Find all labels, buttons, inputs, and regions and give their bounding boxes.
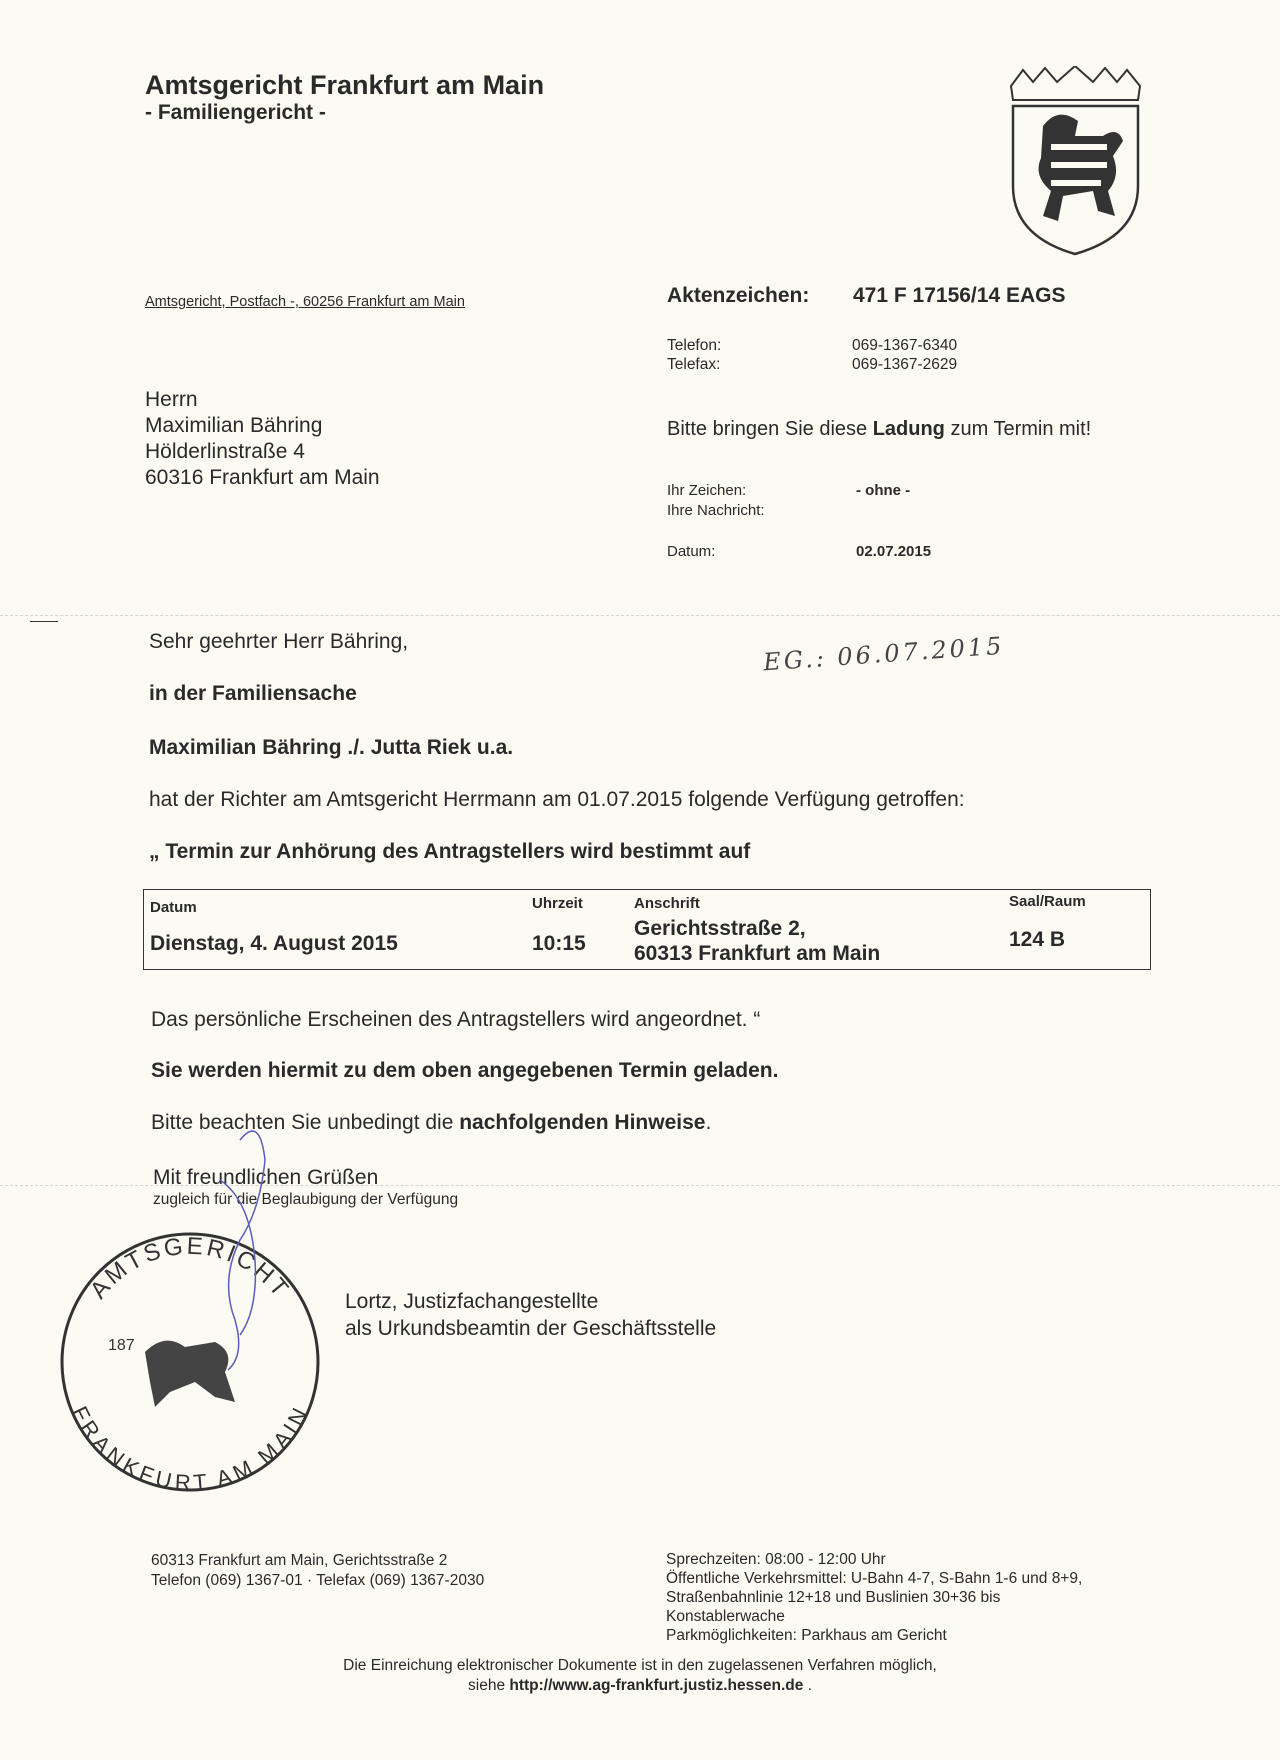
- signature: [180, 1120, 300, 1380]
- footer-phone: Telefon (069) 1367-01 · Telefax (069) 1367-2030: [151, 1572, 485, 1589]
- header-time: Uhrzeit: [532, 895, 583, 912]
- footer-electronic: [0, 1656, 1280, 1696]
- appointment-table: [143, 889, 1151, 970]
- notice-text: zum Termin mit!: [944, 418, 1092, 440]
- notes-bold: nachfolgenden Hinweise: [459, 1111, 706, 1134]
- file-number: 471 F 17156/14 EAGS: [853, 284, 1066, 307]
- bring-notice: [667, 418, 1091, 441]
- svg-text:FRANKFURT AM MAIN: [67, 1402, 313, 1495]
- stamp-text-bottom: FRANKFURT AM MAIN: [67, 1402, 313, 1496]
- date-label: Datum:: [667, 543, 716, 560]
- recipient-city: 60316 Frankfurt am Main: [145, 466, 380, 489]
- greeting: Sehr geehrter Herr Bähring,: [149, 630, 409, 653]
- matter-label: in der Familiensache: [149, 682, 357, 705]
- order-intro: hat der Richter am Amtsgericht Herrmann am 01.07.2015 folgende Verfügung getroffen:: [149, 788, 965, 811]
- your-message-label: Ihre Nachricht:: [667, 502, 765, 519]
- website-suffix: .: [803, 1677, 812, 1694]
- appointment-time: 10:15: [532, 932, 586, 955]
- appointment-address-line1: Gerichtsstraße 2,: [634, 917, 806, 940]
- footer-address: 60313 Frankfurt am Main, Gerichtsstraße 2: [151, 1552, 448, 1569]
- website-link[interactable]: http://www.ag-frankfurt.justiz.hessen.de: [509, 1677, 804, 1694]
- handwritten-receipt-note: EG.: 06.07.2015: [762, 631, 1006, 677]
- website-line: [0, 1676, 1280, 1696]
- summons: Sie werden hiermit zu dem oben angegebenen Termin geladen.: [151, 1059, 779, 1082]
- recipient-street: Hölderlinstraße 4: [145, 440, 305, 463]
- appointment-address-line2: 60313 Frankfurt am Main: [634, 942, 881, 965]
- recipient-salutation: Herrn: [145, 388, 198, 411]
- closing-sub: zugleich für die Beglaubigung der Verfügung: [153, 1191, 459, 1208]
- website-prefix: siehe: [468, 1677, 510, 1694]
- coat-of-arms-icon: [1003, 66, 1148, 256]
- header-room: Saal/Raum: [1009, 893, 1086, 910]
- your-ref-label: Ihr Zeichen:: [667, 482, 747, 499]
- phone-label: Telefon:: [667, 337, 722, 354]
- notice-text: Bitte bringen Sie diese: [667, 418, 873, 440]
- fax-value: 069-1367-2629: [852, 356, 958, 373]
- transit-info: Straßenbahnlinie 12+18 und Buslinien 30+36 bis: [666, 1589, 1001, 1606]
- appointment-date: Dienstag, 4. August 2015: [150, 932, 398, 955]
- stamp-text-top: AMTSGERICHT: [84, 1232, 296, 1304]
- order-heading: „ Termin zur Anhörung des Antragstellers wird bestimmt auf: [149, 840, 751, 863]
- transit-info: Konstablerwache: [666, 1608, 785, 1625]
- personal-appearance: Das persönliche Erscheinen des Antragstellers wird angeordnet. “: [151, 1008, 761, 1031]
- notice-bold: Ladung: [872, 418, 945, 440]
- file-number-label: Aktenzeichen:: [667, 284, 810, 307]
- recipient-address: [145, 387, 380, 491]
- electronic-notice: Die Einreichung elektronischer Dokumente ist in den zugelassenen Verfahren möglich,: [343, 1657, 937, 1674]
- parking-info: Parkmöglichkeiten: Parkhaus am Gericht: [666, 1627, 947, 1644]
- closing: Mit freundlichen Grüßen: [153, 1166, 379, 1189]
- fold-mark: [30, 621, 58, 622]
- appointment-room: 124 B: [1009, 928, 1066, 951]
- footer-info: [666, 1550, 1082, 1645]
- header-date: Datum: [150, 899, 197, 916]
- your-ref-value: - ohne -: [856, 482, 911, 499]
- transit-info: Öffentliche Verkehrsmittel: U-Bahn 4-7, S-Bahn 1-6 und 8+9,: [666, 1570, 1083, 1587]
- signer-line1: Lortz, Justizfachangestellte: [345, 1290, 599, 1313]
- notes-text: .: [705, 1111, 712, 1134]
- fold-line: [0, 615, 1280, 616]
- date-value: 02.07.2015: [856, 543, 932, 560]
- recipient-name: Maximilian Bähring: [145, 414, 323, 437]
- stamp-number: 187: [108, 1337, 135, 1354]
- sender-line: Amtsgericht, Postfach -, 60256 Frankfurt am Main: [145, 294, 465, 310]
- fax-label: Telefax:: [667, 356, 721, 373]
- notes-text: Bitte beachten Sie unbedingt die: [151, 1111, 460, 1134]
- header-address: Anschrift: [634, 895, 700, 912]
- court-name: Amtsgericht Frankfurt am Main: [145, 70, 545, 100]
- parties: Maximilian Bähring ./. Jutta Riek u.a.: [149, 736, 514, 759]
- office-hours: Sprechzeiten: 08:00 - 12:00 Uhr: [666, 1551, 886, 1568]
- department: - Familiengericht -: [145, 101, 326, 124]
- phone-value: 069-1367-6340: [852, 337, 958, 354]
- signer-line2: als Urkundsbeamtin der Geschäftsstelle: [345, 1317, 717, 1340]
